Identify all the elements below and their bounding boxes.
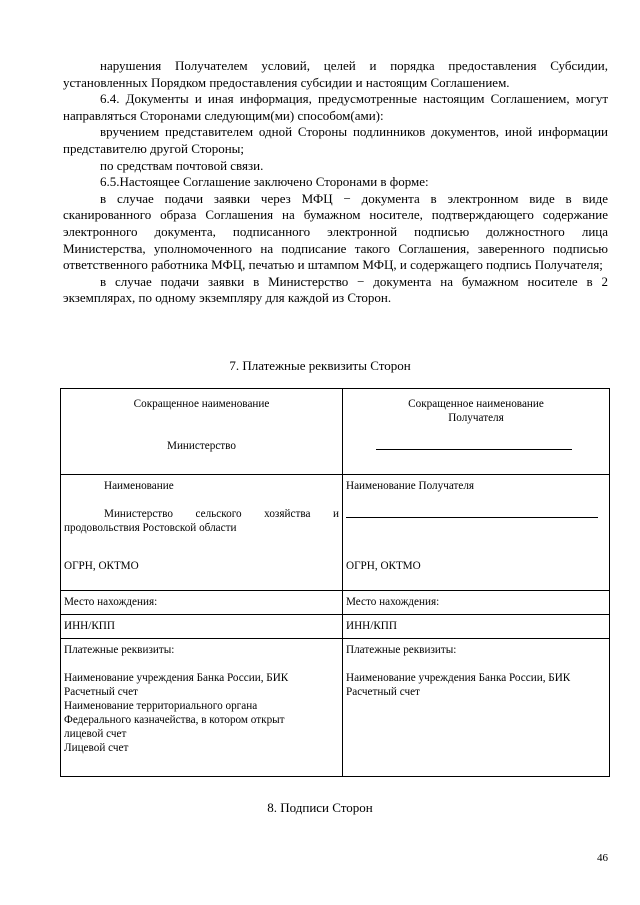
payment-right-line-2: Расчетный счет [346,686,420,698]
paragraph-mfc: в случае подачи заявки через МФЦ − документа в электронном виде в виде сканированного образа Соглашения на бумажном носителе, подтверждающего содержание электронного документа, подписанного электронной подписью должностного лица Министерства, уполномоченного на подписание такого Соглашения, заверенного подписью ответственного работника МФЦ, печатью и штампом МФЦ, и содержащего подпись Получателя; [63,190,608,273]
paragraph-ministry: в случае подачи заявки в Министерство − документа на бумажном носителе в 2 экземплярах, по одному экземпляру для каждой из Сторон. [63,273,608,306]
section-7-title: 7. Платежные реквизиты Сторон [229,358,411,373]
requisites-table [60,388,610,777]
payment-left-line-3: Наименование территориального органа Федерального казначейства, в котором открыт лицевой счет [64,700,285,740]
inn-right: ИНН/КПП [343,615,610,639]
ogrn-left: ОГРН, ОКТМО [64,560,139,572]
short-name-left-label: Сокращенное наименование [133,398,270,410]
name-left-cell [61,475,343,591]
body-text [63,58,608,307]
paragraph-delivery-post: по средствам почтовой связи. [100,157,264,173]
payment-left-line-4: Лицевой счет [64,742,129,754]
location-left: Место нахождения: [61,591,343,615]
payment-right-line-1: Наименование учреждения Банка России, БИК [346,672,571,684]
paragraph-delivery-hand: вручением представителем одной Стороны подлинников документов, иной информации представителю другой Стороны; [63,124,608,156]
ogrn-right: ОГРН, ОКТМО [346,560,421,572]
table-row [61,389,610,475]
payment-left-line-2: Расчетный счет [64,686,138,698]
name-left-value: Министерство сельского хозяйства и продовольствия Ростовской области [64,508,339,534]
section-8-title: 8. Подписи Сторон [267,800,373,815]
payment-left-label: Платежные реквизиты: [64,644,175,656]
short-name-left-value: Министерство [167,440,236,452]
paragraph-violations: нарушения Получателем условий, целей и порядка предоставления Субсидии, установленных Порядком предоставления субсидии и настоящим Соглашением. [63,58,608,90]
payment-left-line-1: Наименование учреждения Банка России, БИК [64,672,289,684]
page-number: 46 [597,852,608,864]
short-name-right-cell [343,389,610,475]
name-right-label: Наименование Получателя [346,480,475,492]
short-name-right-label: Сокращенное наименование Получателя [408,398,544,424]
table-row [61,639,610,777]
inn-left: ИНН/КПП [61,615,343,639]
name-left-label: Наименование [104,480,174,492]
table-row [61,475,610,591]
payment-right-cell [343,639,610,777]
name-blank-line [346,517,598,518]
signature-blank-line [376,449,572,450]
paragraph-6-5: 6.5.Настоящее Соглашение заключено Сторонами в форме: [100,174,429,190]
payment-left-cell [61,639,343,777]
payment-right-label: Платежные реквизиты: [346,644,457,656]
short-name-left-cell [61,389,343,475]
table-row [61,591,610,615]
paragraph-6-4: 6.4. Документы и иная информация, предусмотренные настоящим Соглашением, могут направляться Сторонами следующим(ми) способом(ами): [63,91,608,123]
name-right-cell [343,475,610,591]
location-right: Место нахождения: [343,591,610,615]
table-row [61,615,610,639]
